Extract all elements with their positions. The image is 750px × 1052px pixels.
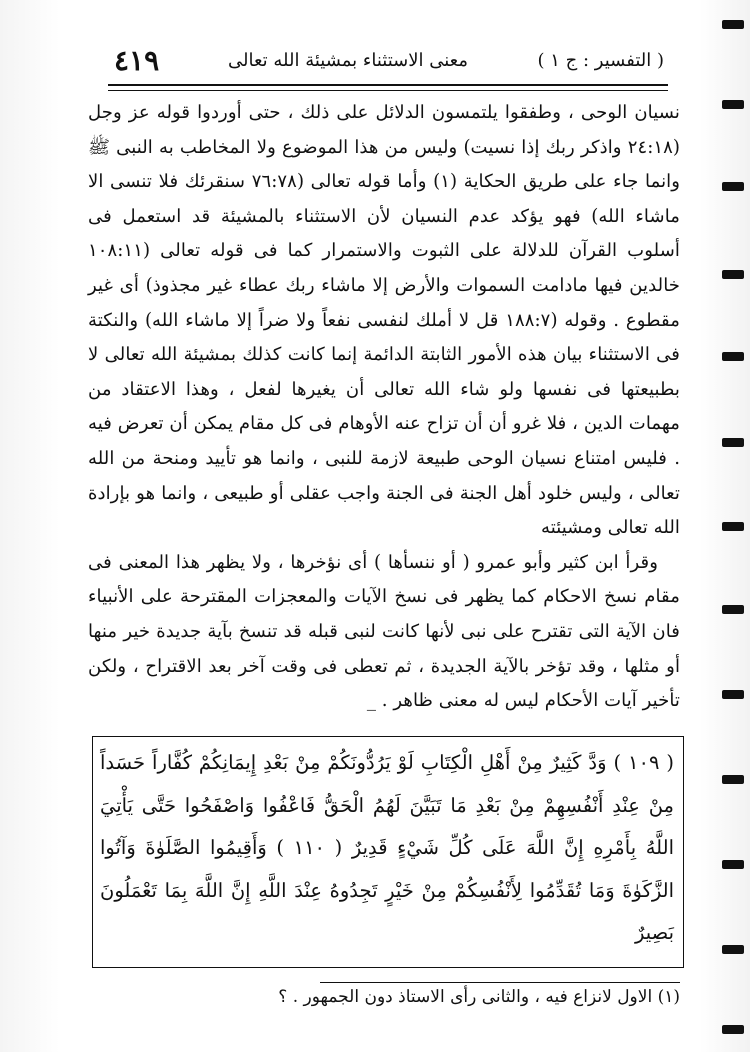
header-rule	[108, 90, 668, 91]
binding-mark	[722, 860, 744, 869]
footnote-rule	[320, 982, 680, 983]
header-rule	[108, 84, 668, 86]
binding-mark	[722, 1025, 744, 1034]
page-number: ٤١٩	[114, 44, 160, 77]
page-header	[108, 42, 668, 86]
binding-mark	[722, 352, 744, 361]
binding-mark	[722, 775, 744, 784]
binding-mark	[722, 438, 744, 447]
paragraph: وقرأ ابن كثير وأبو عمرو ( أو ننسأها ) أى نؤخرها ، ولا يظهر هذا المعنى فى مقام نسخ الاحكام كما يظهر فى نسخ الآيات والمعجزات المقترحة على الأنبياء فان الآية التى تقترح على نبى لأنها كانت لنبى قبله قد تنسخ بآية جديدة خير منها أو مثلها ، وقد تؤخر بالآية الجديدة ، ثم تعطى فى وقت آخر بعد الاقتراح ، ولكن تأخير آيات الأحكام ليس له معنى ظاهر . _	[88, 551, 680, 712]
binding-mark	[722, 522, 744, 531]
binding-mark	[722, 182, 744, 191]
binding-mark	[722, 605, 744, 614]
commentary-text	[88, 96, 680, 719]
paragraph: نسيان الوحى ، وطفقوا يلتمسون الدلائل على ذلك ، حتى أوردوا قوله عز وجل (٢٤:١٨ واذكر ربك إذا نسيت) وليس من هذا الموضوع ولا المخاطب به النبى ﷺ وانما جاء على طريق الحكاية (١) وأما قوله تعالى (٧٦:٧٨ سنقرئك فلا تنسى الا ماشاء الله) فهو يؤكد عدم النسيان لأن الاستثناء بالمشيئة قد استعمل فى أسلوب القرآن للدلالة على الثبوت والاستمرار كما فى قوله تعالى (١٠٨:١١ خالدين فيها مادامت السموات والأرض إلا ماشاء ربك عطاء غير مجذوذ) أى غير مقطوع . وقوله (١٨٨:٧ قل لا أملك لنفسى نفعاً ولا ضراً إلا ماشاء الله) والنكتة فى الاستثناء بيان هذه الأمور الثابتة الدائمة إنما كانت كذلك بمشيئة الله تعالى لا بطبيعتها فى نفسها ولو شاء الله تعالى أن يغيرها لفعل ، وهذا الاعتقاد من مهمات الدين ، فلا غرو أن أن تزاح عنه الأوهام فى كل مقام يمكن أن تعرض فيه . فليس امتناع نسيان الوحى طبيعة لازمة للنبى ، وانما هو تأييد ومنحة من الله تعالى ، وليس خلود أهل الجنة فى الجنة واجب عقلى أو طبيعى ، وانما هو بإرادة الله تعالى ومشيئته	[88, 102, 680, 539]
footnote: (١) الاول لانزاع فيه ، والثانى رأى الاستاذ دون الجمهور . ؟	[278, 987, 680, 1007]
binding-mark	[722, 100, 744, 109]
binding-mark	[722, 20, 744, 29]
quran-verse-text: ( ١٠٩ ) وَدَّ كَثِيرٌ مِنْ أَهْلِ الْكِتَابِ لَوْ يَرُدُّونَكُمْ مِنْ بَعْدِ إِيمَانِكُمْ كُفَّاراً حَسَداً مِنْ عِنْدِ أَنْفُسِهِمْ مِنْ بَعْدِ مَا تَبَيَّنَ لَهُمُ الْحَقُّ فَاعْفُوا وَاصْفَحُوا حَتَّى يَأْتِيَ اللَّهُ بِأَمْرِهِ إِنَّ اللَّهَ عَلَى كُلِّ شَيْءٍ قَدِيرٌ ( ١١٠ ) وَأَقِيمُوا الصَّلَوٰةَ وَآتُوا الزَّكَوٰةَ وَمَا تُقَدِّمُوا لِأَنْفُسِكُمْ مِنْ خَيْرٍ تَجِدُوهُ عِنْدَ اللَّهِ إِنَّ اللَّهَ بِمَا تَعْمَلُونَ بَصِيرٌ	[100, 751, 674, 944]
binding-mark	[722, 945, 744, 954]
running-head-title: ( التفسير : ج ١ )	[537, 50, 664, 71]
running-head-section: معنى الاستثناء بمشيئة الله تعالى	[228, 50, 468, 71]
binding-mark	[722, 690, 744, 699]
binding-mark	[722, 270, 744, 279]
